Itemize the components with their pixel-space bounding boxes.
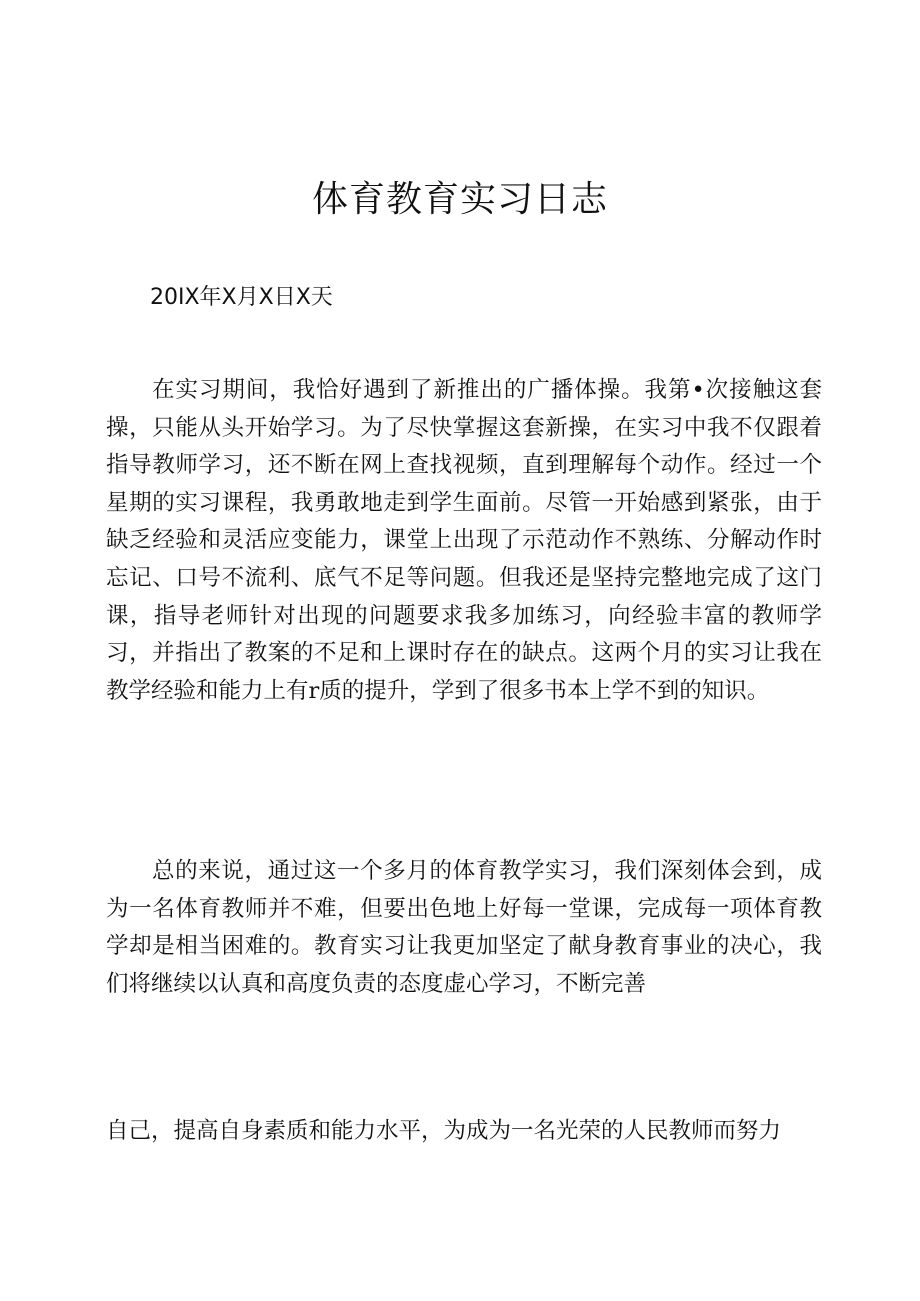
paragraph-internship-experience: 在实习期间，我恰好遇到了新推出的广播体操。我第•次接触这套操，只能从头开始学习。为了尽快掌握这套新操，在实习中我不仅跟着指导教师学习，还不断在网上查找视频，直到理解每个动作。经过一个星期的实习课程，我勇敢地走到学生面前。尽管一开始感到紧张，由于缺乏经验和灵活应变能力，课堂上出现了示范动作不熟练、分解动作时忘记、口号不流利、底气不足等问题。但我还是坚持完整地完成了这门课，指导老师针对出现的问题要求我多加练习，向经验丰富的教师学习，并指出了教案的不足和上课时存在的缺点。这两个月的实习让我在教学经验和能力上有r质的提升，学到了很多书本上学不到的知识。 [106,377,822,704]
paragraph-summary: 总的来说，通过这一个多月的体育教学实习，我们深刻体会到，成为一名体育教师并不难，但要出色地上好每一堂课，完成每一项体育教学却是相当困难的。教育实习让我更加坚定了献身教育事业的决心，我们将继续以认真和高度负责的态度虚心学习，不断完善 [106,858,822,997]
paragraph-summary-continued: 自己，提高自身素质和能力水平，为成为一名光荣的人民教师而努力 [106,1118,782,1144]
document-title: 体育教育实习日志 [311,179,608,220]
log-date: 20IX年X月X日X天 [150,285,333,310]
